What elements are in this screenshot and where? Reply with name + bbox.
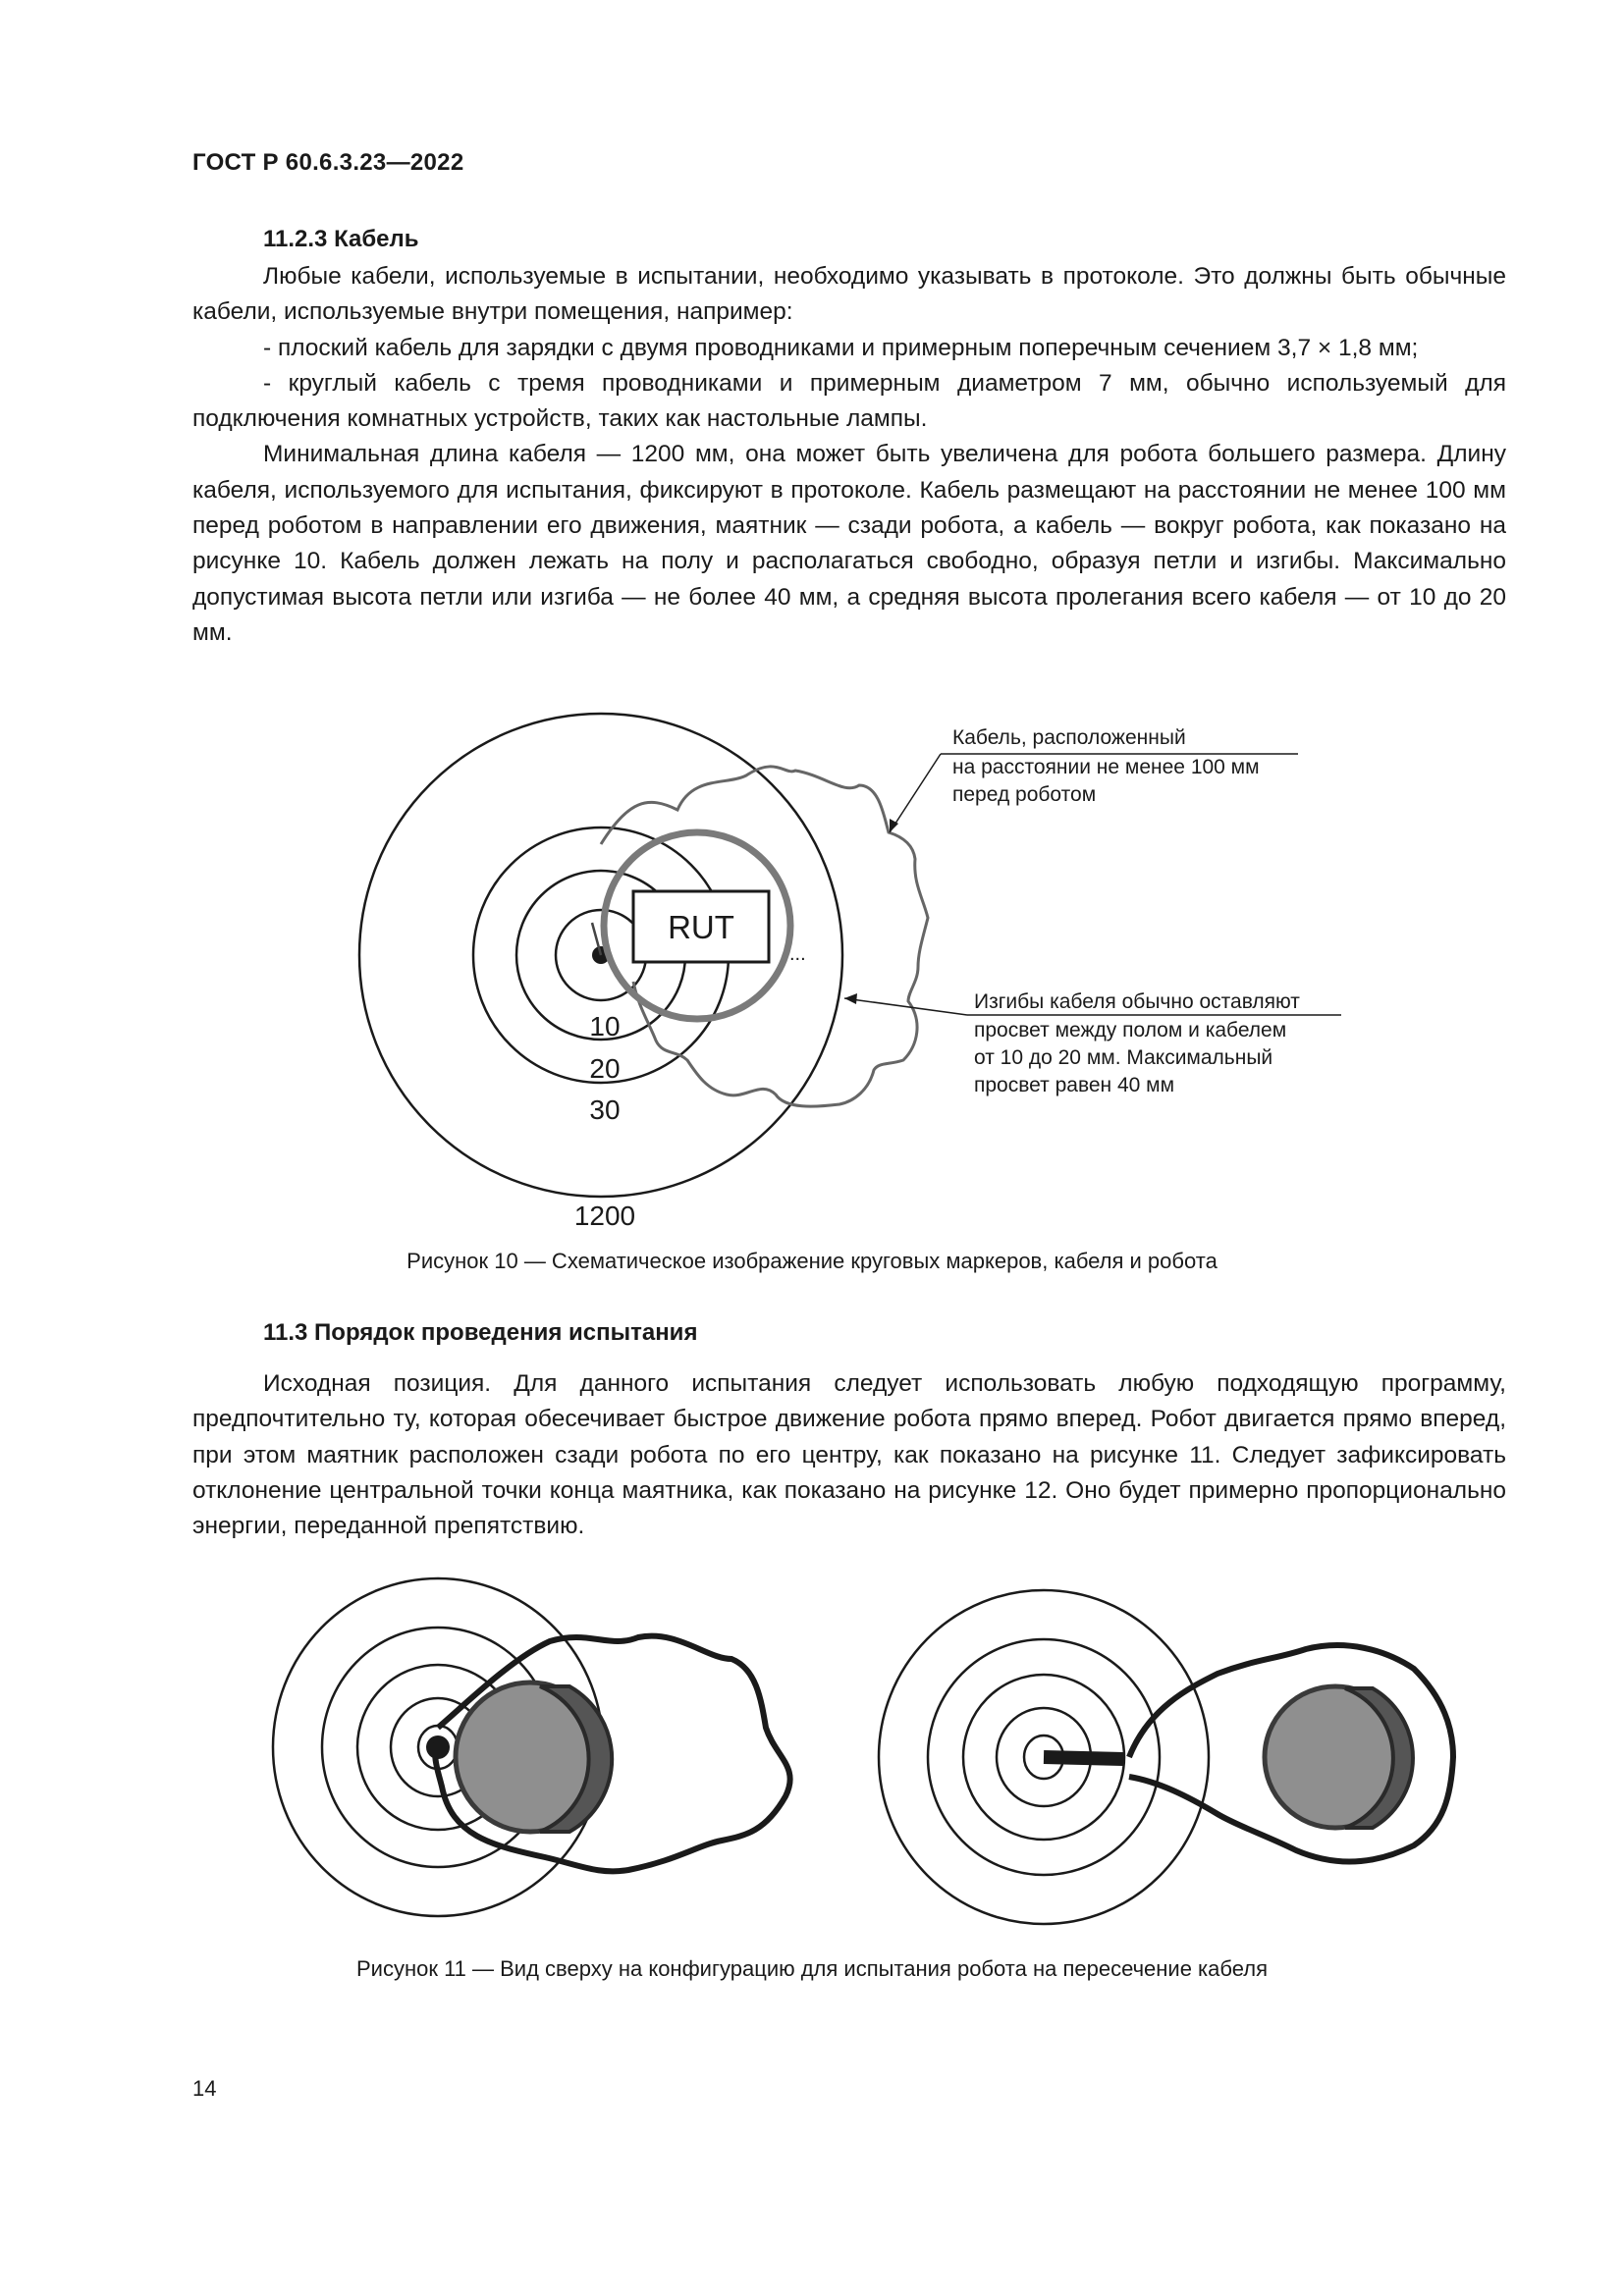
right-pendulum-bar [1044,1757,1124,1759]
callout2-line1: Изгибы кабеля обычно оставляют [974,990,1300,1013]
figure-10-diagram [0,687,1624,1247]
callout2-line3: от 10 до 20 мм. Максимальный [974,1046,1273,1069]
page-header: ГОСТ Р 60.6.3.23—2022 [192,149,464,176]
callout2-line4: просвет равен 40 мм [974,1074,1175,1096]
callout1-line1: Кабель, расположенный [952,726,1186,749]
page-number: 14 [192,2076,217,2101]
callout2-line2: просвет между полом и кабелем [974,1019,1287,1041]
section-title-procedure: 11.3 Порядок проведения испытания [263,1319,698,1346]
callout2-arrowhead [844,993,857,1004]
callout1-line2: на расстоянии не менее 100 мм [952,756,1260,778]
ring-label-30: 30 [589,1095,621,1125]
ellipsis-label: ... [789,943,806,965]
ring-label-20: 20 [589,1053,621,1084]
outer-ring-label: 1200 [573,1201,636,1231]
section-title-cable: 11.2.3 Кабель [263,226,419,252]
cable-text [192,259,1506,651]
paragraph: - круглый кабель с тремя проводниками и примерным диаметром 7 мм, обычно используемый для подключения комнатных устройств, таких как настольные лампы. [192,369,1506,433]
figure11-left-panel [273,1578,790,1916]
callout1-line3: перед роботом [952,783,1097,806]
paragraph: - плоский кабель для зарядки с двумя проводниками и примерным поперечным сечением 3,7 × 1,8 мм; [263,334,1419,361]
figure11-right-panel [879,1590,1453,1924]
rut-label: RUT [668,909,734,945]
figure-10-caption: Рисунок 10 — Схематическое изображение круговых маркеров, кабеля и робота [406,1249,1218,1273]
figure-11-diagram [0,1561,1624,1944]
figure-11-caption: Рисунок 11 — Вид сверху на конфигурацию для испытания робота на пересечение кабеля [355,1956,1269,1981]
ring-label-10: 10 [589,1011,621,1041]
paragraph: Минимальная длина кабеля — 1200 мм, она может быть увеличена для робота большего размера. Длину кабеля, используемого для испытания, фиксируют в протоколе. Кабель размещают на расстоянии не менее 100 мм перед роботом в направлении его движения, маятник — сзади робота, а кабель — вокруг робота, как показано на рисунке 10. Кабель должен лежать на полу и располагаться свободно, образуя петли и изгибы. Максимально допустимая высота петли или изгиба — не более 40 мм, а средняя высота пролегания всего кабеля — от 10 до 20 мм. [192,441,1506,646]
paragraph: Любые кабели, используемые в испытании, необходимо указывать в протоколе. Это должны быть обычные кабели, используемые внутри помещения, например: [192,263,1506,326]
callout2-leader [844,998,967,1015]
procedure-text [192,1366,1506,1544]
paragraph: Исходная позиция. Для данного испытания следует использовать любую подходящую программу, предпочтительно ту, которая обесечивает быстрое движение робота прямо вперед. Робот двигается прямо вперед, при этом маятник расположен сзади робота по его центру, как показано на рисунке 11. Следует зафиксировать отклонение центральной точки конца маятника, как показано на рисунке 12. Оно будет примерно пропорционально энергии, переданной препятствию. [192,1370,1506,1540]
callout1-leader [890,754,941,832]
